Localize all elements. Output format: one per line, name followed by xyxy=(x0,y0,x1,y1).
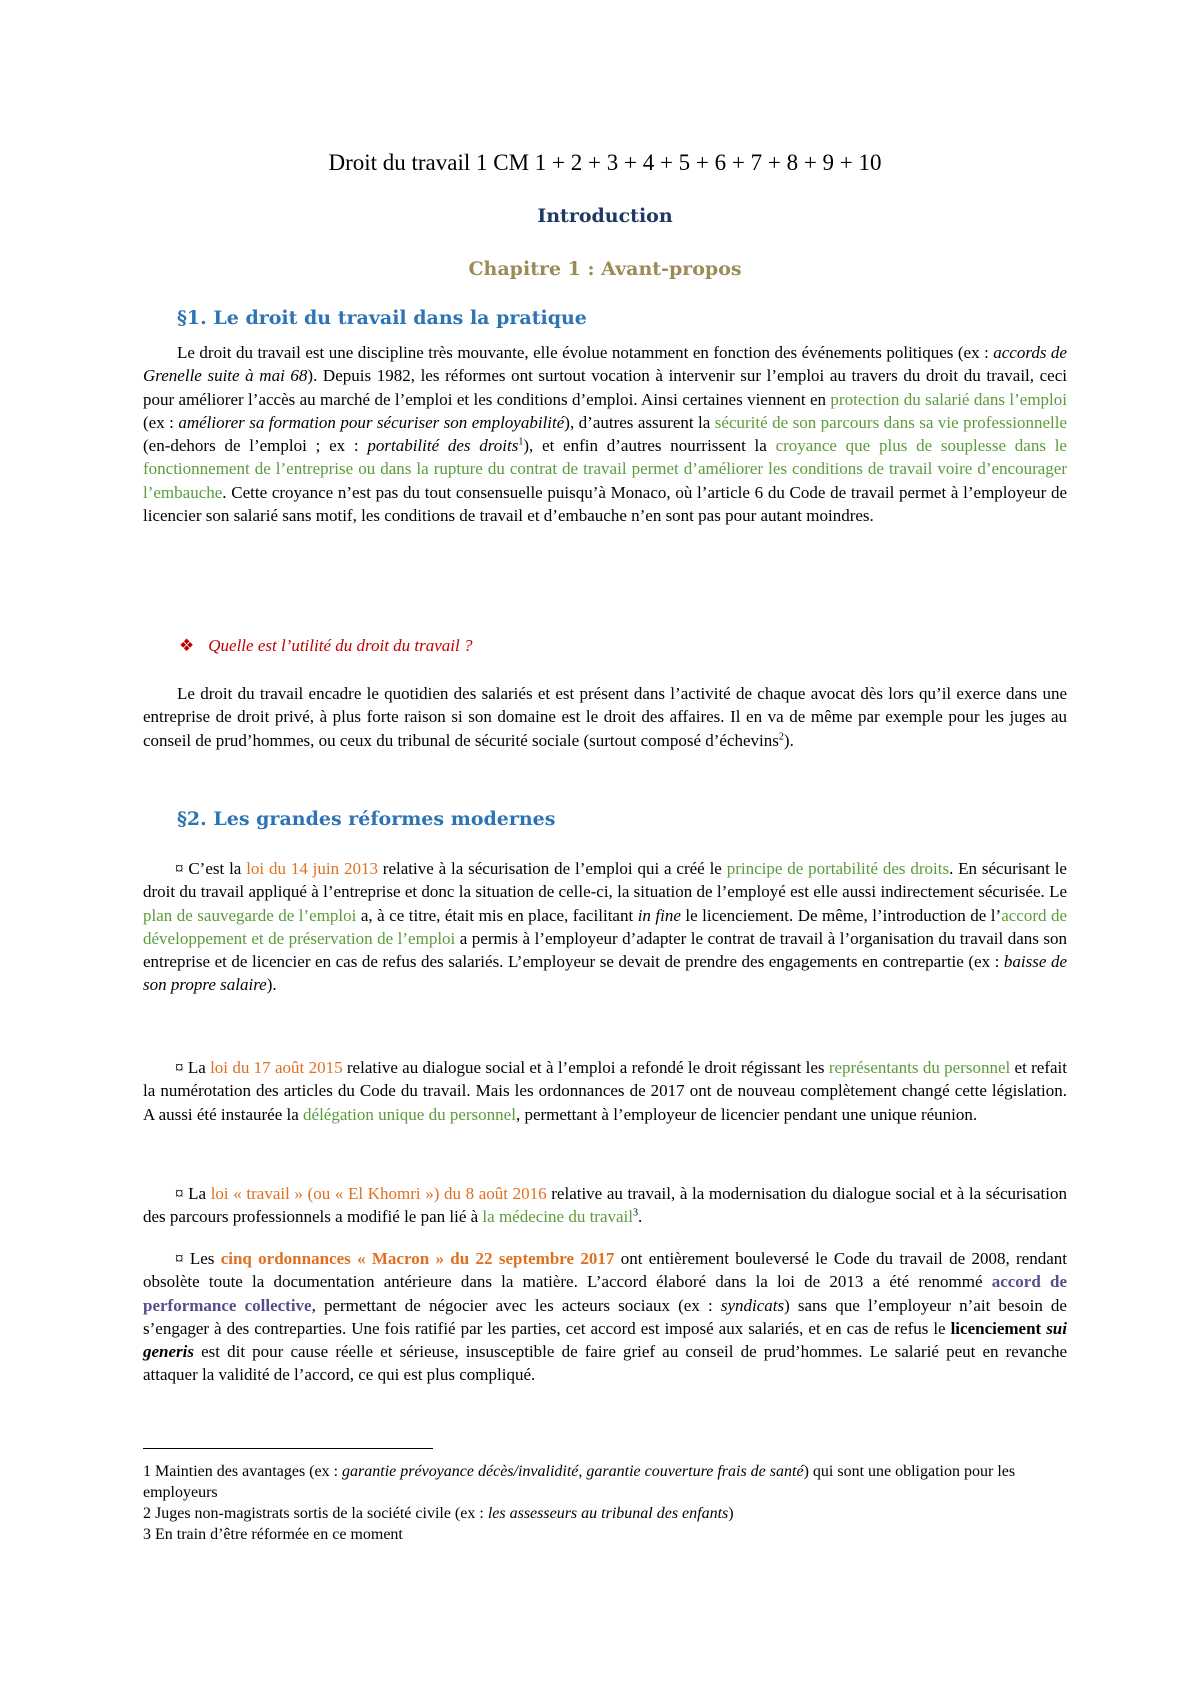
footnote-separator xyxy=(143,1448,433,1449)
section-1-heading: §1. Le droit du travail dans la pratique xyxy=(177,307,587,329)
footnote-2: 2 Juges non-magistrats sortis de la société civile (ex : les assesseurs au tribunal des enfants) xyxy=(143,1505,734,1522)
paragraph-2: Le droit du travail encadre le quotidien des salariés et est présent dans l’activité de chaque avocat dès lors qu’il exerce dans une entreprise de droit privé, à plus forte raison si son domaine est le droit des affaires. Il en va de même par exemple pour les juges au conseil de prud’hommes, ou ceux du tribunal de sécurité sociale (surtout composé d’échevins$^2$). xyxy=(143,684,1067,750)
document-title: Droit du travail 1 CM 1 + 2 + 3 + 4 + 5 + 6 + 7 + 8 + 9 + 10 xyxy=(328,150,882,175)
paragraph-3: ¤ C’est la loi du 14 juin 2013 relative à la sécurisation de l’emploi qui a créé le principe de portabilité des droits. En sécurisant le droit du travail appliqué à l’entreprise et donc la situation de celle-ci, la situation de l’employé est elle aussi indirectement sécurisée. Le plan de sauvegarde de l’emploi a, à ce titre, était mis en place, facilitant in fine le licenciement. De même, l’introduction de l’accord de développement et de préservation de l’emploi a permis à l’employeur d’adapter le contrat de travail à l’organisation du travail dans son entreprise et de licencier en cas de refus des salariés. L’employeur se devait de prendre des engagements en contrepartie (ex : baisse de son propre salaire). xyxy=(143,859,1068,995)
heading-chapter: Chapitre 1 : Avant-propos xyxy=(468,258,742,280)
section-2-heading: §2. Les grandes réformes modernes xyxy=(177,808,556,830)
footnote-ref-2: 2 xyxy=(778,730,784,742)
paragraph-5: ¤ La loi « travail » (ou « El Khomri ») du 8 août 2016 relative au travail, à la modernisation du dialogue social et à la sécurisation des parcours professionnels a modifié le pan lié à la médecine du travail$^3$. xyxy=(143,1184,1067,1227)
diamond-bullet-icon: ❖ xyxy=(179,636,195,655)
footnote-3: 3 En train d’être réformée en ce moment xyxy=(143,1526,403,1543)
paragraph-1: Le droit du travail est une discipline très mouvante, elle évolue notamment en fonction des événements politiques (ex : accords de Grenelle suite à mai 68). Depuis 1982, les réformes ont surtout vocation à intervenir sur l’emploi au travers du droit du travail, ceci pour améliorer l’accès au marché de l’emploi et les conditions d’emploi. Ainsi certaines viennent en protection du salarié dans l’emploi (ex : améliorer sa formation pour sécuriser son employabilité), d’autres assurent la sécurité de son parcours dans sa vie professionnelle (en-dehors de l’emploi ; ex : portabilité des droits$^1$), et enfin d’autres nourrissent la croyance que plus de souplesse dans le fonctionnement de l’entreprise ou dans la rupture du contrat de travail permet d’améliorer les conditions de travail voire d’encourager l’embauche. Cette croyance n’est pas du tout consensuelle puisqu’à Monaco, où l’article 6 du Code de travail permet à l’employeur de licencier son salarié sans motif, les conditions de travail et d’embauche n’en sont pas pour autant moindres. xyxy=(143,343,1067,526)
question-line: ❖ Quelle est l’utilité du droit du travail ? xyxy=(179,636,473,655)
paragraph-4: ¤ La loi du 17 août 2015 relative au dialogue social et à l’emploi a refondé le droit régissant les représentants du personnel et refait la numérotation des articles du Code du travail. Mais les ordonnances de 2017 ont de nouveau complètement changé cette législation. A aussi été instaurée la délégation unique du personnel, permettant à l’employeur de licencier pendant une unique réunion. xyxy=(143,1058,1068,1124)
heading-introduction: Introduction xyxy=(537,205,673,227)
footnote-ref-3: 3 xyxy=(633,1207,638,1219)
paragraph-6: ¤ Les cinq ordonnances « Macron » du 22 septembre 2017 ont entièrement bouleversé le Code du travail de 2008, rendant obsolète toute la documentation antérieure dans la matière. L’accord élaboré dans la loi de 2013 a été renommé accord de performance collective, permettant de négocier avec les acteurs sociaux (ex : syndicats) sans que l’employeur n’ait besoin de s’engager à des contreparties. Une fois ratifié par les parties, cet accord est imposé aux salariés, et en cas de refus le licenciement sui generis est dit pour cause réelle et sérieuse, insusceptible de faire grief au conseil de prud’hommes. Le salarié peut en revanche attaquer la validité de l’accord, ce qui est plus compliqué. xyxy=(143,1249,1067,1385)
footnote-ref-1: 1 xyxy=(518,436,524,448)
footnote-1: 1 Maintien des avantages (ex : garantie prévoyance décès/invalidité, garantie couverture frais de santé) qui sont une obligation pour les employeurs xyxy=(143,1463,1016,1501)
